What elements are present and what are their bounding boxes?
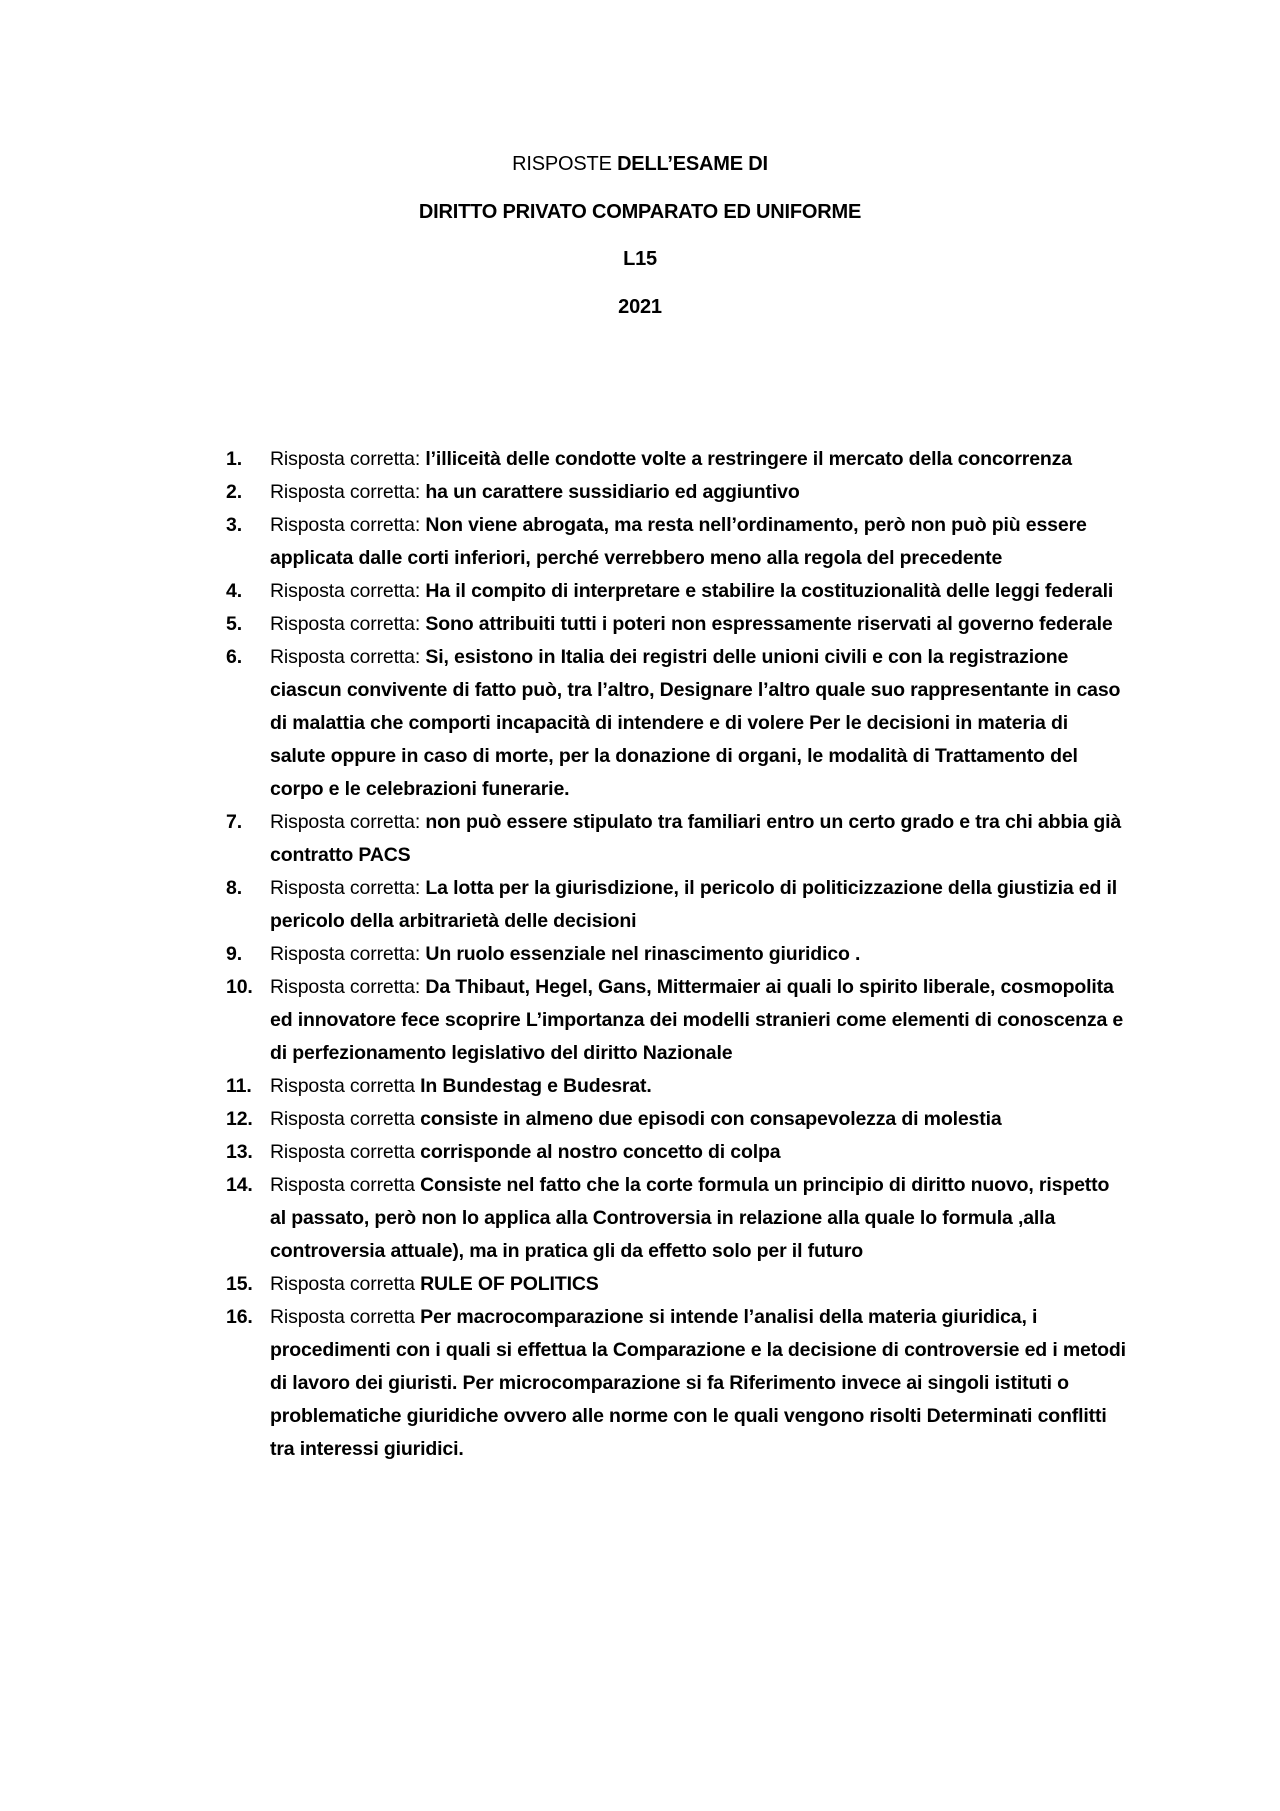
answer-item (226, 1268, 1126, 1301)
header-course-code: L15 (623, 248, 657, 270)
answer-text: In Bundestag e Budesrat. (420, 1075, 652, 1097)
answer-number: 3. (226, 514, 242, 536)
answer-number: 5. (226, 613, 242, 635)
answer-number: 11. (226, 1075, 252, 1097)
answer-prefix: Risposta corretta: (270, 514, 426, 536)
answer-prefix: Risposta corretta (270, 1075, 421, 1097)
answer-item (226, 1136, 1126, 1169)
answer-number: 15. (226, 1273, 253, 1295)
answer-prefix: Risposta corretta: (270, 448, 426, 470)
answer-number: 10. (226, 976, 253, 998)
answer-item (226, 1103, 1126, 1136)
header-title-normal: RISPOSTE (512, 153, 618, 175)
answer-text: La lotta per la giurisdizione, il pericolo di politicizzazione della giustizia ed il pericolo della arbitrarietà delle decisioni (270, 877, 1118, 932)
answer-prefix: Risposta corretta: (270, 613, 426, 635)
answer-item (226, 938, 1126, 971)
answer-text: ha un carattere sussidiario ed aggiuntivo (425, 481, 800, 503)
answer-number: 12. (226, 1108, 253, 1130)
answer-text: corrisponde al nostro concetto di colpa (420, 1141, 781, 1163)
answer-text: Non viene abrogata, ma resta nell’ordinamento, però non può più essere applicata dalle corti inferiori, perché verrebbero meno alla regola del precedente (270, 514, 1087, 569)
answer-item (226, 872, 1126, 938)
answer-prefix: Risposta corretta: (270, 943, 426, 965)
answer-prefix: Risposta corretta: (270, 580, 426, 602)
answer-item (226, 1070, 1126, 1103)
answer-item (226, 608, 1126, 641)
header-title-line (0, 152, 1280, 176)
answer-prefix: Risposta corretta: (270, 811, 426, 833)
answer-number: 2. (226, 481, 242, 503)
answer-text: consiste in almeno due episodi con consapevolezza di molestia (420, 1108, 1002, 1130)
answer-text: Consiste nel fatto che la corte formula un principio di diritto nuovo, rispetto al passato, però non lo applica alla Controversia in relazione alla quale lo formula ,alla controversia attuale), ma in pratica gli da effetto solo per il futuro (270, 1174, 1110, 1262)
header-course-name: DIRITTO PRIVATO COMPARATO ED UNIFORME (418, 201, 862, 223)
answer-item (226, 971, 1126, 1070)
answer-item (226, 1169, 1126, 1268)
answer-text: Sono attribuiti tutti i poteri non espressamente riservati al governo federale (425, 613, 1113, 635)
answer-number: 6. (226, 646, 242, 668)
answer-number: 1. (226, 448, 242, 470)
document-header (0, 152, 1280, 343)
answer-prefix: Risposta corretta: (270, 646, 426, 668)
answer-text: Per macrocomparazione si intende l’analisi della materia giuridica, i procedimenti con i quali si effettua la Comparazione e la decisione di controversie ed i metodi di lavoro dei giuristi. Per microcomparazione si fa Riferimento invece ai singoli istituti o problematiche giuridiche ovvero alle norme con le quali vengono risolti Determinati conflitti tra interessi giuridici. (270, 1306, 1126, 1460)
answer-prefix: Risposta corretta (270, 1273, 421, 1295)
answer-text: non può essere stipulato tra familiari entro un certo grado e tra chi abbia già contratto PACS (270, 811, 1122, 866)
answer-prefix: Risposta corretta: (270, 481, 426, 503)
answer-text: l’illiceità delle condotte volte a restringere il mercato della concorrenza (425, 448, 1072, 470)
answer-text: Un ruolo essenziale nel rinascimento giuridico . (425, 943, 861, 965)
answer-number: 16. (226, 1306, 253, 1328)
answer-number: 13. (226, 1141, 253, 1163)
answer-item (226, 575, 1126, 608)
answer-item (226, 806, 1126, 872)
answer-item (226, 443, 1126, 476)
answer-number: 14. (226, 1174, 253, 1196)
answer-item (226, 509, 1126, 575)
answer-prefix: Risposta corretta: (270, 877, 426, 899)
answer-text: Da Thibaut, Hegel, Gans, Mittermaier ai quali lo spirito liberale, cosmopolita ed innovatore fece scoprire L’importanza dei modelli stranieri come elementi di conoscenza e di perfezionamento legislativo del diritto Nazionale (270, 976, 1124, 1064)
header-title-bold: DELL’ESAME DI (617, 153, 768, 175)
answer-text: Si, esistono in Italia dei registri delle unioni civili e con la registrazione ciascun convivente di fatto può, tra l’altro, Designare l’altro quale suo rappresentante in caso di malattia che comporti incapacità di intendere e di volere Per le decisioni in materia di salute oppure in caso di morte, per la donazione di organi, le modalità di Trattamento del corpo e le celebrazioni funerarie. (270, 646, 1121, 800)
answer-prefix: Risposta corretta (270, 1174, 421, 1196)
answer-text: RULE OF POLITICS (420, 1273, 599, 1295)
answer-item (226, 476, 1126, 509)
answer-prefix: Risposta corretta: (270, 976, 426, 998)
answer-text: Ha il compito di interpretare e stabilire la costituzionalità delle leggi federali (425, 580, 1114, 602)
answer-item (226, 641, 1126, 806)
answer-prefix: Risposta corretta (270, 1108, 421, 1130)
answer-prefix: Risposta corretta (270, 1306, 421, 1328)
answers-list (226, 443, 1126, 1466)
header-year: 2021 (618, 296, 662, 318)
answer-number: 7. (226, 811, 242, 833)
answer-number: 9. (226, 943, 242, 965)
answer-item (226, 1301, 1126, 1466)
answer-prefix: Risposta corretta (270, 1141, 421, 1163)
answer-number: 8. (226, 877, 242, 899)
answer-number: 4. (226, 580, 242, 602)
